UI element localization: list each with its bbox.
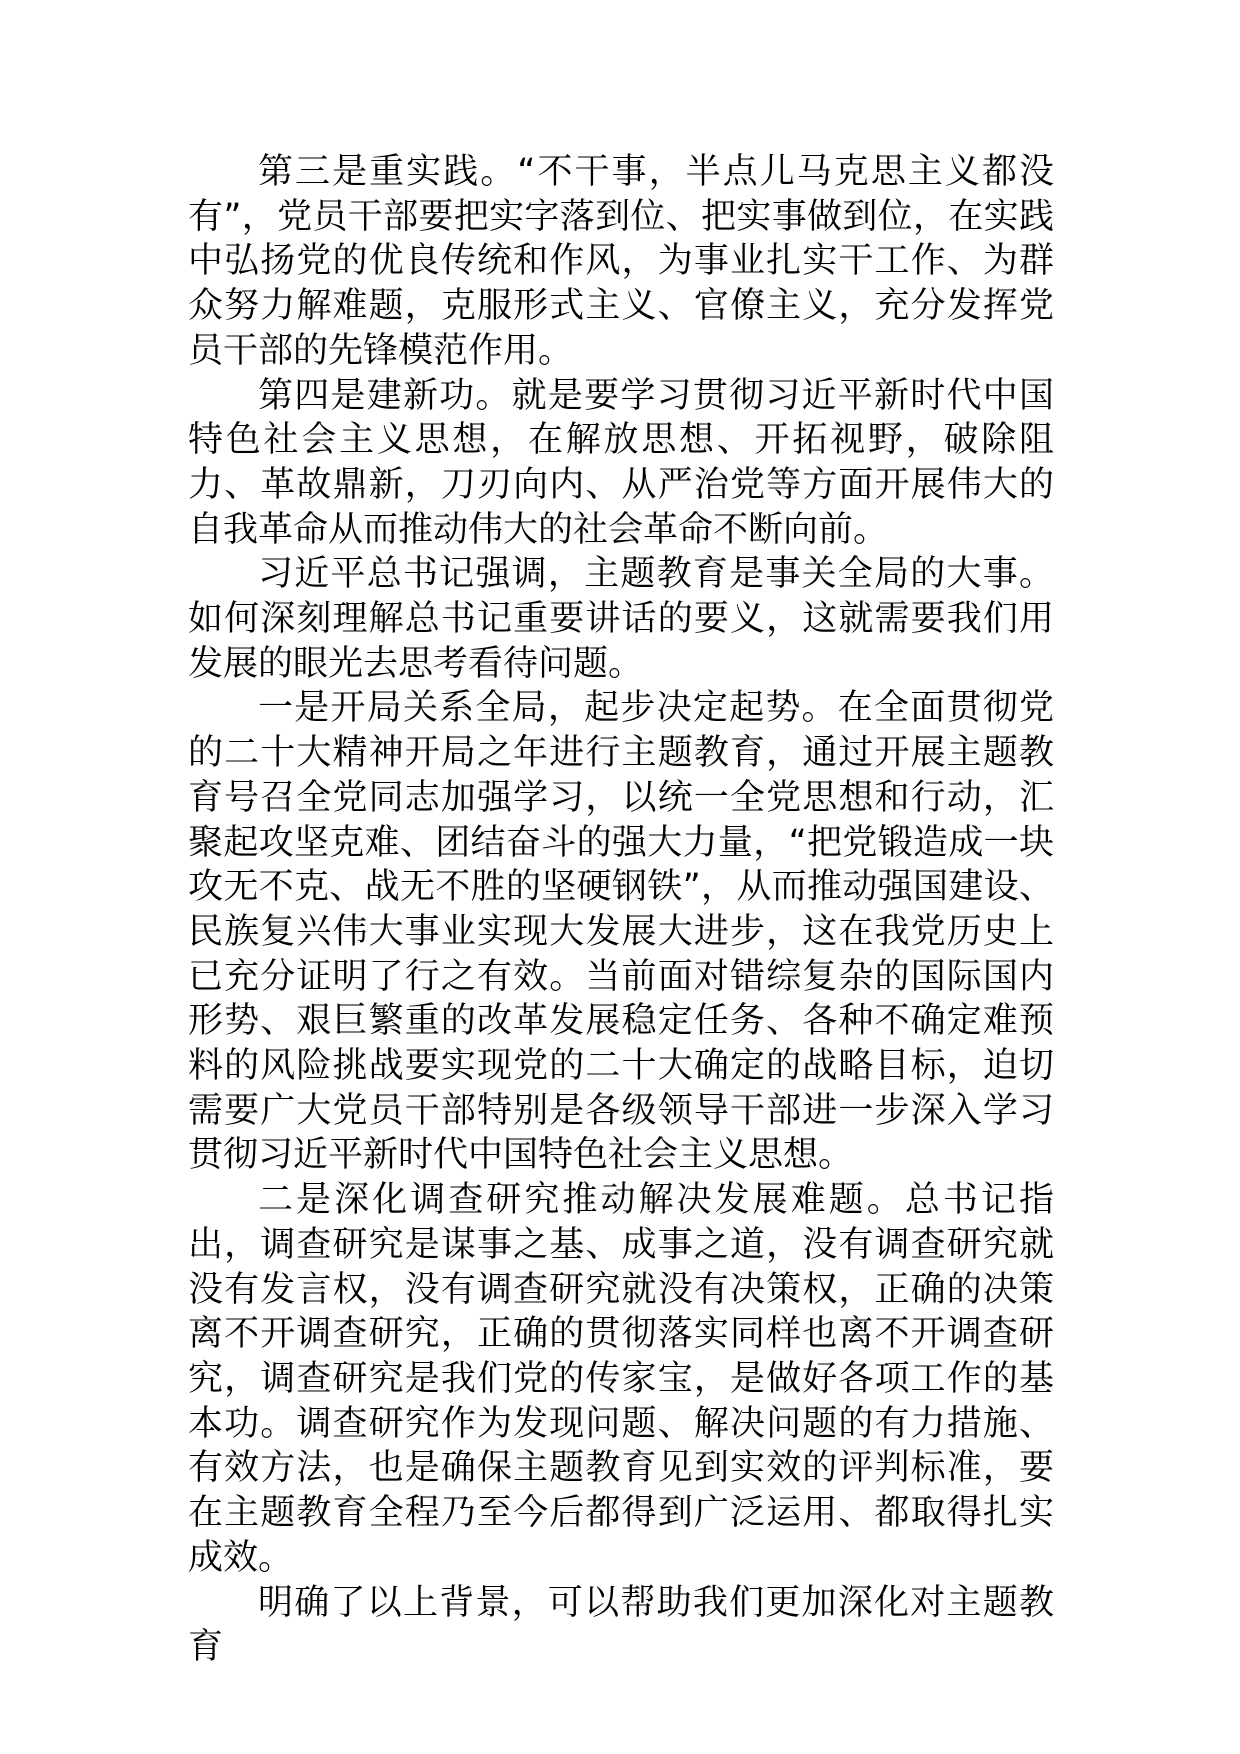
document-body (188, 150, 1054, 1670)
paragraph-investigation-research: 二是深化调查研究推动解决发展难题。总书记指出，调查研究是谋事之基、成事之道，没有调查研究就没有发言权，没有调查研究就没有决策权，正确的决策离不开调查研究，正确的贯彻落实同样也离不开调查研究，调查研究是我们党的传家宝，是做好各项工作的基本功。调查研究作为发现问题、解决问题的有力措施、有效方法，也是确保主题教育见到实效的评判标准，要在主题教育全程乃至今后都得到广泛运用、都取得扎实成效。 (188, 1180, 1054, 1578)
paragraph-overall-situation: 一是开局关系全局，起步决定起势。在全面贯彻党的二十大精神开局之年进行主题教育，通过开展主题教育号召全党同志加强学习，以统一全党思想和行动，汇聚起攻坚克难、团结奋斗的强大力量，“把党锻造成一块攻无不克、战无不胜的坚硬钢铁”，从而推动强国建设、民族复兴伟大事业实现大发展大进步，这在我党历史上已充分证明了行之有效。当前面对错综复杂的国际国内形势、艰巨繁重的改革发展稳定任务、各种不确定难预料的风险挑战要实现党的二十大确定的战略目标，迫切需要广大党员干部特别是各级领导干部进一步深入学习贯彻习近平新时代中国特色社会主义思想。 (188, 688, 1054, 1176)
paragraph-new-merit: 第四是建新功。就是要学习贯彻习近平新时代中国特色社会主义思想，在解放思想、开拓视野，破除阻力、革故鼎新，刀刃向内、从严治党等方面开展伟大的自我革命从而推动伟大的社会革命不断向前。 (188, 375, 1054, 550)
paragraph-background: 明确了以上背景，可以帮助我们更加深化对主题教育 (188, 1582, 1054, 1668)
paragraph-practice: 第三是重实践。“不干事，半点儿马克思主义都没有”，党员干部要把实字落到位、把实事做到位，在实践中弘扬党的优良传统和作风，为事业扎实干工作、为群众努力解难题，克服形式主义、官僚主义，充分发挥党员干部的先锋模范作用。 (188, 152, 1054, 371)
paragraph-general-secretary: 习近平总书记强调，主题教育是事关全局的大事。如何深刻理解总书记重要讲话的要义，这就需要我们用发展的眼光去思考看待问题。 (188, 554, 1054, 684)
